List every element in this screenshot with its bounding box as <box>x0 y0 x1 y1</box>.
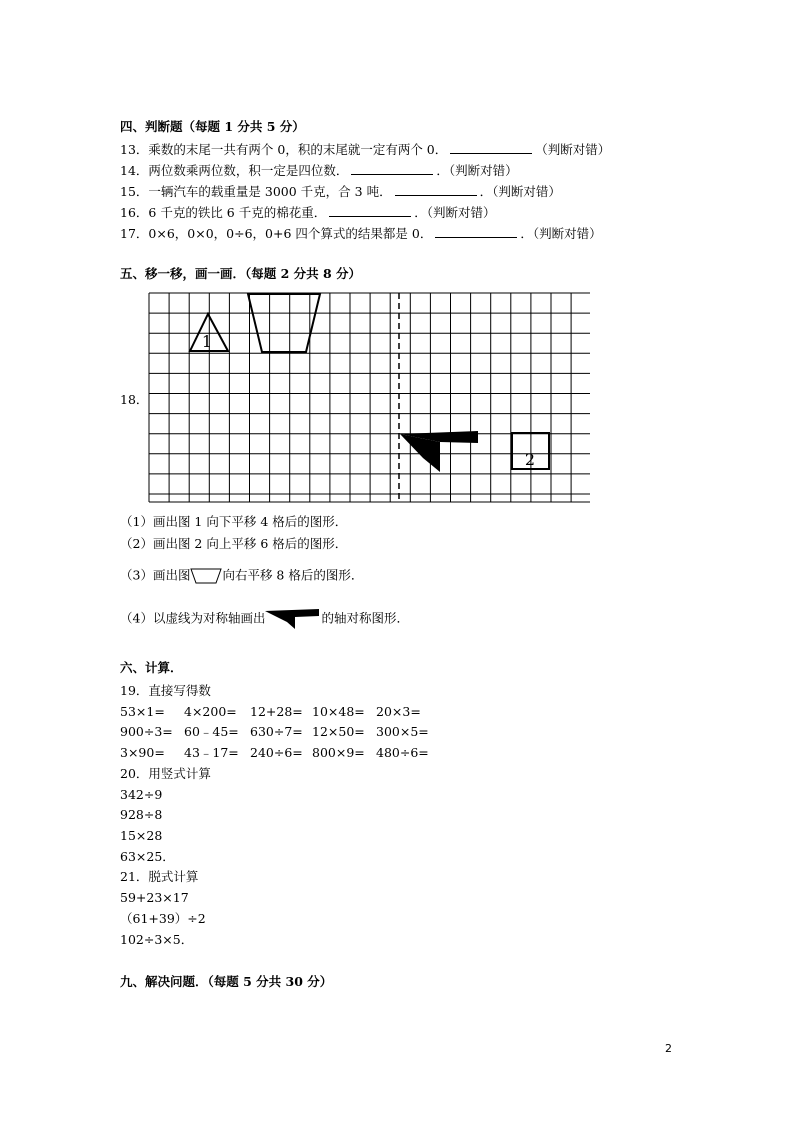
instruction-3-pre: （3）画出图 <box>120 567 191 583</box>
stepwise-item: 59+23×17 <box>120 890 189 905</box>
q19-title: 19．直接写得数 <box>120 683 211 698</box>
q14-answer-blank[interactable] <box>351 162 433 175</box>
direct-row <box>120 745 429 761</box>
q13-text: 13．乘数的末尾一共有两个 0，积的末尾就一定有两个 0． <box>120 142 448 157</box>
question-14 <box>120 162 518 179</box>
q20-title: 20．用竖式计算 <box>120 766 211 781</box>
direct-row <box>120 704 421 720</box>
direct-row <box>120 724 429 740</box>
q16-text: 16．6 千克的铁比 6 千克的棉花重． <box>120 205 327 220</box>
direct-item: 12×50= <box>312 724 365 739</box>
question-17 <box>120 225 602 242</box>
figure-1-label: 1 <box>201 332 213 351</box>
vertical-item: 63×25． <box>120 849 175 864</box>
q13-answer-blank[interactable] <box>450 141 532 154</box>
trapezoid-figure <box>248 294 320 352</box>
q18-label: 18． <box>120 392 149 407</box>
section9-title: 九、解决问题．（每题 5 分共 30 分） <box>120 974 333 989</box>
direct-item: 300×5= <box>376 724 429 739</box>
q17-answer-blank[interactable] <box>435 225 517 238</box>
page-number: 2 <box>665 1042 672 1055</box>
vertical-item: 15×28 <box>120 828 163 843</box>
instruction-3 <box>120 567 363 585</box>
q15-suffix: ．（判断对错） <box>479 184 561 199</box>
q14-suffix: ．（判断对错） <box>436 163 518 178</box>
direct-item: 60﹣45= <box>184 724 239 739</box>
direct-item: 800×9= <box>312 745 365 760</box>
question-13 <box>120 141 610 158</box>
instruction-2: （2）画出图 2 向上平移 6 格后的图形． <box>120 536 348 551</box>
figure-2-label: 2 <box>524 450 536 469</box>
instruction-1: （1）画出图 1 向下平移 4 格后的图形． <box>120 514 348 529</box>
direct-item: 12+28= <box>250 704 303 719</box>
instruction-4-post: 的轴对称图形． <box>321 610 409 626</box>
direct-item: 53×1= <box>120 704 165 719</box>
vertical-item: 928÷8 <box>120 807 163 822</box>
flag-shape-icon <box>265 608 321 630</box>
instruction-3-post: 向右平移 8 格后的图形． <box>222 567 364 583</box>
question-15 <box>120 183 561 200</box>
q16-suffix: ．（判断对错） <box>414 205 496 220</box>
instruction-4-pre: （4）以虚线为对称轴画出 <box>120 610 266 626</box>
stepwise-item: 102÷3×5． <box>120 932 194 947</box>
direct-item: 630÷7= <box>250 724 303 739</box>
trapezoid-icon <box>190 567 222 585</box>
direct-item: 3×90= <box>120 745 165 760</box>
q16-answer-blank[interactable] <box>329 204 411 217</box>
q15-text: 15．一辆汽车的载重量是 3000 千克，合 3 吨． <box>120 184 392 199</box>
q15-answer-blank[interactable] <box>395 183 477 196</box>
stepwise-item: （61+39）÷2 <box>120 911 206 926</box>
direct-item: 480÷6= <box>376 745 429 760</box>
question-16 <box>120 204 496 221</box>
section4-title: 四、判断题（每题 1 分共 5 分） <box>120 119 305 134</box>
q17-text: 17．0×6，0×0，0÷6，0+6 四个算式的结果都是 0． <box>120 226 433 241</box>
q14-text: 14．两位数乘两位数，积一定是四位数． <box>120 163 349 178</box>
direct-item: 20×3= <box>376 704 421 719</box>
direct-item: 10×48= <box>312 704 365 719</box>
section6-title: 六、计算． <box>120 660 183 675</box>
drawing-grid[interactable] <box>148 290 590 504</box>
vertical-item: 342÷9 <box>120 787 163 802</box>
direct-item: 4×200= <box>184 704 237 719</box>
section5-title: 五、移一移，画一画．（每题 2 分共 8 分） <box>120 266 362 281</box>
q21-title: 21．脱式计算 <box>120 869 199 884</box>
direct-item: 240÷6= <box>250 745 303 760</box>
q13-suffix: （判断对错） <box>535 142 611 157</box>
q17-suffix: ．（判断对错） <box>520 226 602 241</box>
direct-item: 900÷3= <box>120 724 173 739</box>
instruction-4 <box>120 608 409 630</box>
direct-item: 43﹣17= <box>184 745 239 760</box>
